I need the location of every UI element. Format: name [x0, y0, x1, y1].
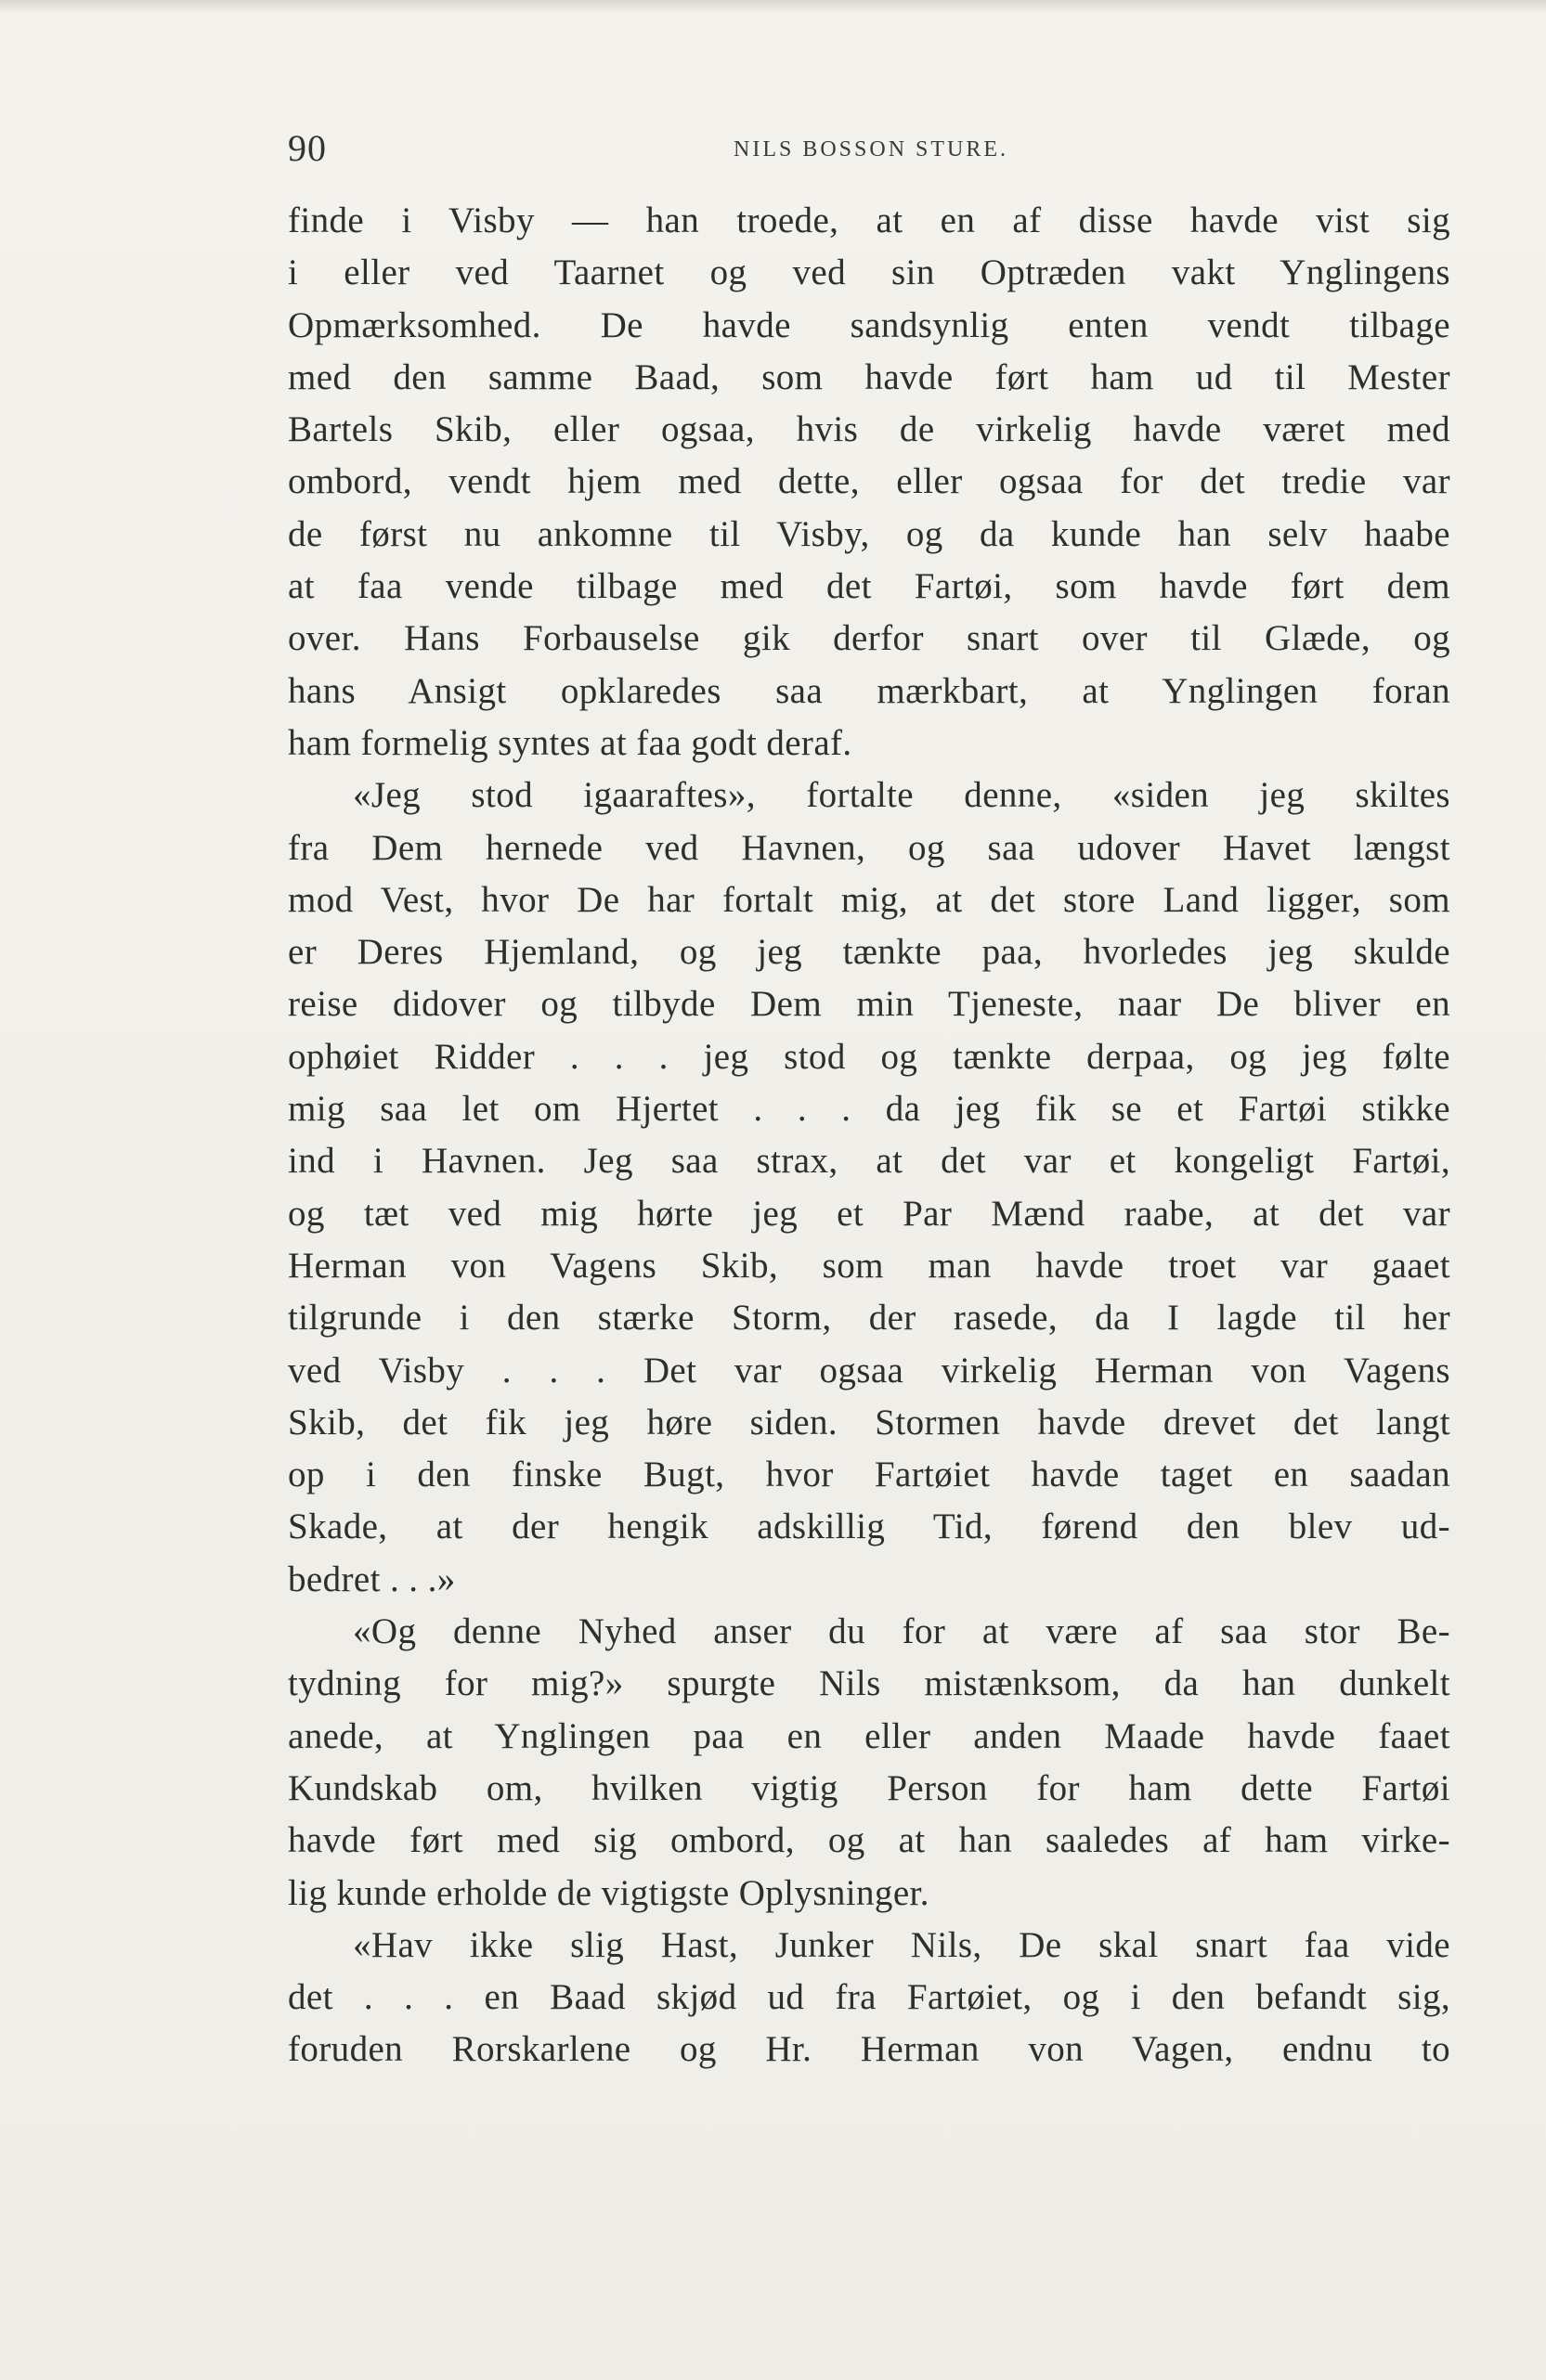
text-line: reise didover og tilbyde Dem min Tjeneste, naar De bliver en — [288, 984, 1450, 1025]
text-line: at faa vende tilbage med det Fartøi, som havde ført dem — [288, 566, 1450, 607]
text-line: er Deres Hjemland, og jeg tænkte paa, hvorledes jeg skulde — [288, 932, 1450, 973]
text-line: tydning for mig?» spurgte Nils mistænksom, da han dunkelt — [288, 1663, 1450, 1704]
text-line: ham formelig syntes at faa godt deraf. — [288, 722, 852, 763]
text-line: ophøiet Ridder . . . jeg stod og tænkte derpaa, og jeg følte — [288, 1036, 1450, 1077]
text-line: op i den finske Bugt, hvor Fartøiet havde taget en saadan — [288, 1455, 1450, 1495]
running-head: NILS BOSSON STURE. — [734, 137, 1009, 162]
text-line: mig saa let om Hjertet . . . da jeg fik se et Fartøi stikke — [288, 1089, 1450, 1130]
text-line: Skib, det fik jeg høre siden. Stormen havde drevet det langt — [288, 1402, 1450, 1442]
text-line: Bartels Skib, eller ogsaa, hvis de virkelig havde været med — [288, 409, 1450, 450]
text-line: finde i Visby — han troede, at en af disse havde vist sig — [288, 200, 1450, 240]
text-line: med den samme Baad, som havde ført ham ud til Mester — [288, 356, 1450, 397]
text-line: Herman von Vagens Skib, som man havde troet var gaaet — [288, 1245, 1450, 1286]
body-text — [288, 195, 1450, 2076]
text-line: lig kunde erholde de vigtigste Oplysninger. — [288, 1872, 929, 1913]
text-line: over. Hans Forbauselse gik derfor snart over til Glæde, og — [288, 618, 1450, 659]
text-line: og tæt ved mig hørte jeg et Par Mænd raabe, at det var — [288, 1193, 1450, 1234]
text-line: tilgrunde i den stærke Storm, der rasede, da I lagde til her — [288, 1298, 1450, 1339]
text-line: Kundskab om, hvilken vigtig Person for ham dette Fartøi — [288, 1767, 1450, 1808]
text-line: ved Visby . . . Det var ogsaa virkelig Herman von Vagens — [288, 1350, 1450, 1390]
text-line: havde ført med sig ombord, og at han saaledes af ham virke- — [288, 1820, 1450, 1861]
text-line: Opmærksomhed. De havde sandsynlig enten vendt tilbage — [288, 304, 1450, 345]
text-line: fra Dem hernede ved Havnen, og saa udover Havet længst — [288, 827, 1450, 868]
text-line: hans Ansigt opklaredes saa mærkbart, at Ynglingen foran — [288, 670, 1450, 711]
paragraph-first-line: «Hav ikke slig Hast, Junker Nils, De skal snart faa vide — [353, 1924, 1450, 1965]
text-line: det . . . en Baad skjød ud fra Fartøiet, og i den befandt sig, — [288, 1977, 1450, 2018]
page-top-edge — [0, 0, 1546, 13]
page-number: 90 — [288, 127, 327, 169]
text-line: anede, at Ynglingen paa en eller anden Maade havde faaet — [288, 1715, 1450, 1756]
text-line: ombord, vendt hjem med dette, eller ogsaa for det tredie var — [288, 461, 1450, 502]
text-line: ind i Havnen. Jeg saa strax, at det var et kongeligt Fartøi, — [288, 1141, 1450, 1182]
text-line: de først nu ankomne til Visby, og da kunde han selv haabe — [288, 513, 1450, 554]
text-line: mod Vest, hvor De har fortalt mig, at det store Land ligger, som — [288, 879, 1450, 920]
text-line: foruden Rorskarlene og Hr. Herman von Vagen, endnu to — [288, 2029, 1450, 2070]
text-line: Skade, at der hengik adskillig Tid, førend den blev ud- — [288, 1507, 1450, 1547]
text-line: i eller ved Taarnet og ved sin Optræden vakt Ynglingens — [288, 252, 1450, 293]
page-header — [288, 126, 1449, 173]
text-line: bedret . . .» — [288, 1559, 456, 1599]
paragraph-first-line: «Jeg stod igaaraftes», fortalte denne, «siden jeg skiltes — [353, 775, 1450, 816]
paragraph-first-line: «Og denne Nyhed anser du for at være af saa stor Be- — [353, 1611, 1450, 1652]
